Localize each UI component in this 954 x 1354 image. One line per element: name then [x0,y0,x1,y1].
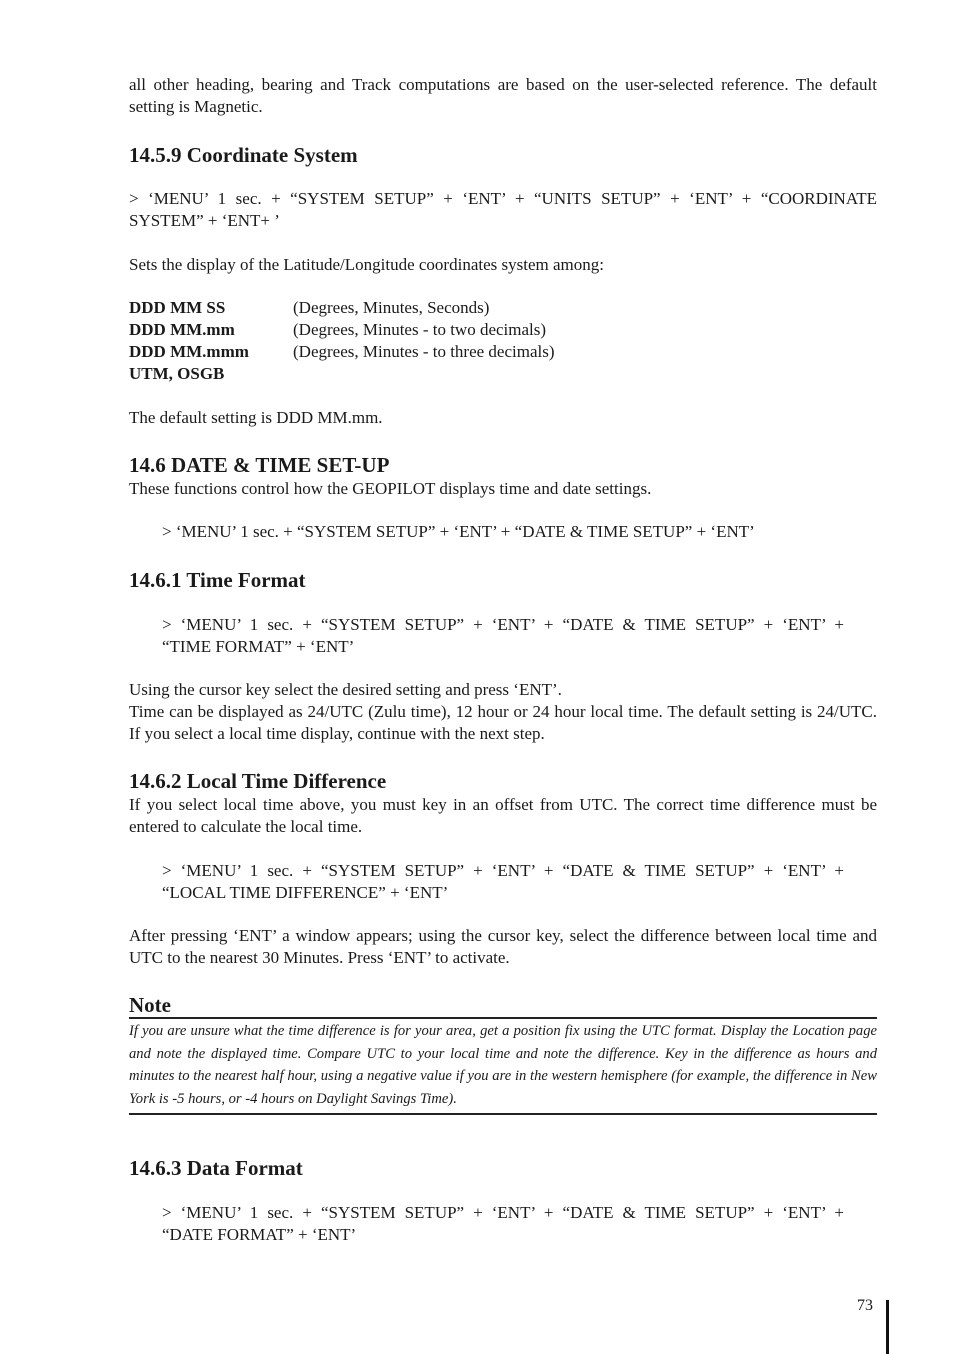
data-format-heading: 14.6.3 Data Format [129,1156,303,1180]
date-time-description: These functions control how the GEOPILOT displays time and date settings. [129,479,652,498]
option-desc: (Degrees, Minutes - to two decimals) [293,320,547,339]
intro-paragraph: all other heading, bearing and Track computations are based on the user-selected reference. The default setting is Magnetic. [129,75,877,116]
note-body: If you are unsure what the time difference is for your area, get a position fix using the UTC format. Display the Location page and note the displayed time. Compare UTC to your local time and note the difference. Key in the difference as hours and minutes to the nearest half hour, using a negative value if you are in the western hemisphere (for example, the difference in New York is -5 hours, or -4 hours on Daylight Savings Time). [129,1023,877,1108]
menu-path-line-2: “TIME FORMAT” + ‘ENT’ [162,637,355,656]
time-format-instruction: Using the cursor key select the desired setting and press ‘ENT’. [129,680,562,699]
time-format-description: Time can be displayed as 24/UTC (Zulu time), 12 hour or 24 hour local time. The default setting is 24/UTC. If you select a local time display, continue with the next step. [129,702,877,743]
menu-path-line-1: > ‘MENU’ 1 sec. + “SYSTEM SETUP” + ‘ENT’ + “DATE & TIME SETUP” + ‘ENT’ + [162,1203,844,1222]
option-row [129,341,555,363]
local-time-heading: 14.6.2 Local Time Difference [129,769,387,793]
option-desc: (Degrees, Minutes, Seconds) [293,298,490,317]
time-format-menu-path [162,614,844,658]
option-desc: (Degrees, Minutes - to three decimals) [293,342,555,361]
coordinate-menu-path [129,188,877,232]
local-time-after: After pressing ‘ENT’ a window appears; using the cursor key, select the difference between local time and UTC to the nearest 30 Minutes. Press ‘ENT’ to activate. [129,926,877,967]
coordinate-system-heading: 14.5.9 Coordinate System [129,143,358,167]
coordinate-description: Sets the display of the Latitude/Longitude coordinates system among: [129,255,604,274]
local-time-menu-path [162,860,844,904]
note-heading: Note [129,993,171,1017]
option-code: UTM, OSGB [129,364,225,383]
option-row [129,363,293,385]
data-format-menu-path [162,1202,844,1246]
date-time-menu-path: > ‘MENU’ 1 sec. + “SYSTEM SETUP” + ‘ENT’ + “DATE & TIME SETUP” + ‘ENT’ [162,522,755,541]
page-edge-bar [886,1300,889,1354]
menu-path-line-2: “DATE FORMAT” + ‘ENT’ [162,1225,357,1244]
page-number: 73 [857,1297,873,1314]
coordinate-default: The default setting is DDD MM.mm. [129,408,383,427]
note-top-rule [129,1017,877,1019]
option-code: DDD MM SS [129,298,226,317]
menu-path-line-2: “LOCAL TIME DIFFERENCE” + ‘ENT’ [162,883,449,902]
time-format-heading: 14.6.1 Time Format [129,568,306,592]
date-time-heading: 14.6 DATE & TIME SET-UP [129,453,390,477]
menu-path-line-1: > ‘MENU’ 1 sec. + “SYSTEM SETUP” + ‘ENT’ + “DATE & TIME SETUP” + ‘ENT’ + [162,861,844,880]
option-row [129,297,489,319]
menu-path-line-1: > ‘MENU’ 1 sec. + “SYSTEM SETUP” + ‘ENT’ + “DATE & TIME SETUP” + ‘ENT’ + [162,615,844,634]
option-code: DDD MM.mmm [129,342,249,361]
menu-path-line-1: > ‘MENU’ 1 sec. + “SYSTEM SETUP” + ‘ENT’ + “UNITS SETUP” + ‘ENT’ + “COORDINATE [129,189,877,208]
option-code: DDD MM.mm [129,320,235,339]
note-bottom-rule [129,1113,877,1115]
menu-path-line-2: SYSTEM” + ‘ENT+ ’ [129,211,280,230]
local-time-description: If you select local time above, you must key in an offset from UTC. The correct time difference must be entered to calculate the local time. [129,795,877,836]
option-row [129,319,546,341]
